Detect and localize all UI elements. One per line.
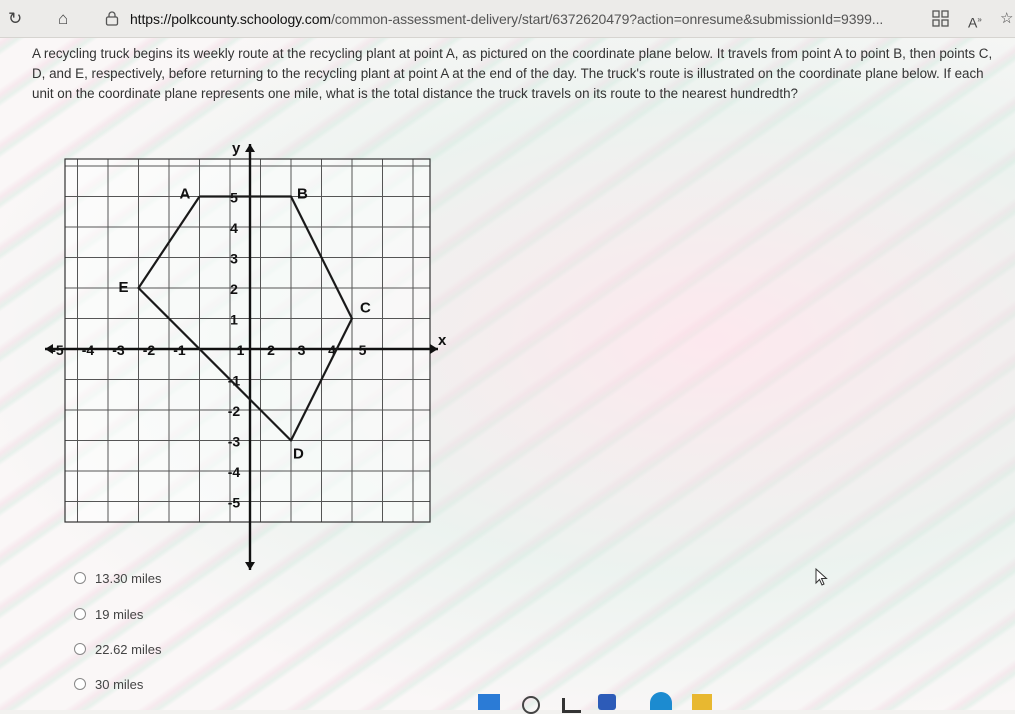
choice-4[interactable] <box>74 674 143 694</box>
x-axis-label: x <box>438 332 447 349</box>
y-tick-label: 1 <box>230 311 238 328</box>
point-label-d: D <box>293 445 304 463</box>
x-tick-label: 3 <box>297 342 306 358</box>
choice-label: 22.62 miles <box>95 641 162 657</box>
y-tick-label: -1 <box>227 372 241 389</box>
point-label-c: C <box>360 299 371 317</box>
coordinate-plane <box>40 136 447 576</box>
y-tick-label: 5 <box>230 189 238 206</box>
assessment-content <box>0 38 1015 710</box>
url-host: https://polkcounty.schoology.com <box>130 11 331 27</box>
y-tick-label: 2 <box>230 281 238 297</box>
x-tick-label: 4 <box>328 342 336 358</box>
y-tick-label: 4 <box>230 220 238 236</box>
url-path: /common-assessment-delivery/start/6372620479?action=onresume&submissionId=9399... <box>330 11 884 27</box>
app-grid-icon[interactable] <box>932 10 950 28</box>
y-axis-arrow-up <box>245 144 255 152</box>
y-tick-label: -2 <box>227 403 241 419</box>
file-explorer-icon[interactable] <box>692 694 712 710</box>
radio-button[interactable] <box>74 643 86 655</box>
radio-button[interactable] <box>74 572 86 584</box>
x-tick-label: -1 <box>173 342 186 358</box>
choice-2[interactable] <box>74 604 143 624</box>
choice-1[interactable] <box>74 568 161 588</box>
y-tick-label: -5 <box>227 494 241 511</box>
choice-label: 19 miles <box>95 606 144 622</box>
windows-start-icon[interactable] <box>478 694 500 710</box>
y-axis-label: y <box>232 140 241 157</box>
address-bar[interactable] <box>130 11 883 27</box>
point-label-e: E <box>118 279 129 296</box>
x-tick-label: 2 <box>267 342 275 358</box>
x-tick-label: 5 <box>358 342 367 358</box>
refresh-icon[interactable]: ↻ <box>8 9 23 28</box>
question-text: A recycling truck begins its weekly route at the recycling plant at point A, as pictured on the coordinate plane below. It travels from point A to point B, then points C, D, and E, respectively, before returning to the recycling plant at point A at the end of the day. The truck's route is illustrated on the coordinate plane below. If each unit on the coordinate plane represents one mile, what is the total distance the truck travels on its route to the nearest hundredth? <box>32 46 993 101</box>
x-tick-label: -2 <box>142 342 156 358</box>
browser-toolbar <box>0 0 1015 38</box>
y-axis-arrow-down <box>245 562 255 570</box>
chat-icon[interactable] <box>598 694 616 710</box>
read-aloud-icon[interactable]: A» <box>968 14 982 31</box>
radio-button[interactable] <box>74 678 86 690</box>
y-tick-label: 3 <box>230 250 238 267</box>
x-tick-label: -4 <box>81 342 95 358</box>
home-icon[interactable]: ⌂ <box>58 9 69 28</box>
x-tick-label: -5 <box>51 342 64 358</box>
search-icon[interactable] <box>522 696 540 714</box>
radio-button[interactable] <box>74 608 86 620</box>
lock-icon[interactable] <box>105 11 119 26</box>
x-axis-arrow-right <box>430 344 438 354</box>
choice-label: 30 miles <box>95 676 144 692</box>
choice-label: 13.30 miles <box>95 570 162 586</box>
mouse-cursor-icon <box>815 568 829 586</box>
y-tick-label: -3 <box>227 433 241 450</box>
favorite-star-icon[interactable]: ☆ <box>1000 10 1014 27</box>
x-tick-label: 1 <box>236 342 245 358</box>
choice-3[interactable] <box>74 639 161 659</box>
y-tick-label: -4 <box>227 464 241 480</box>
task-view-icon[interactable] <box>562 698 581 713</box>
x-tick-label: -3 <box>112 342 125 358</box>
edge-browser-icon[interactable] <box>650 692 672 710</box>
point-label-b: B <box>297 185 308 203</box>
grid-background <box>65 159 430 522</box>
point-label-a: A <box>179 185 191 203</box>
